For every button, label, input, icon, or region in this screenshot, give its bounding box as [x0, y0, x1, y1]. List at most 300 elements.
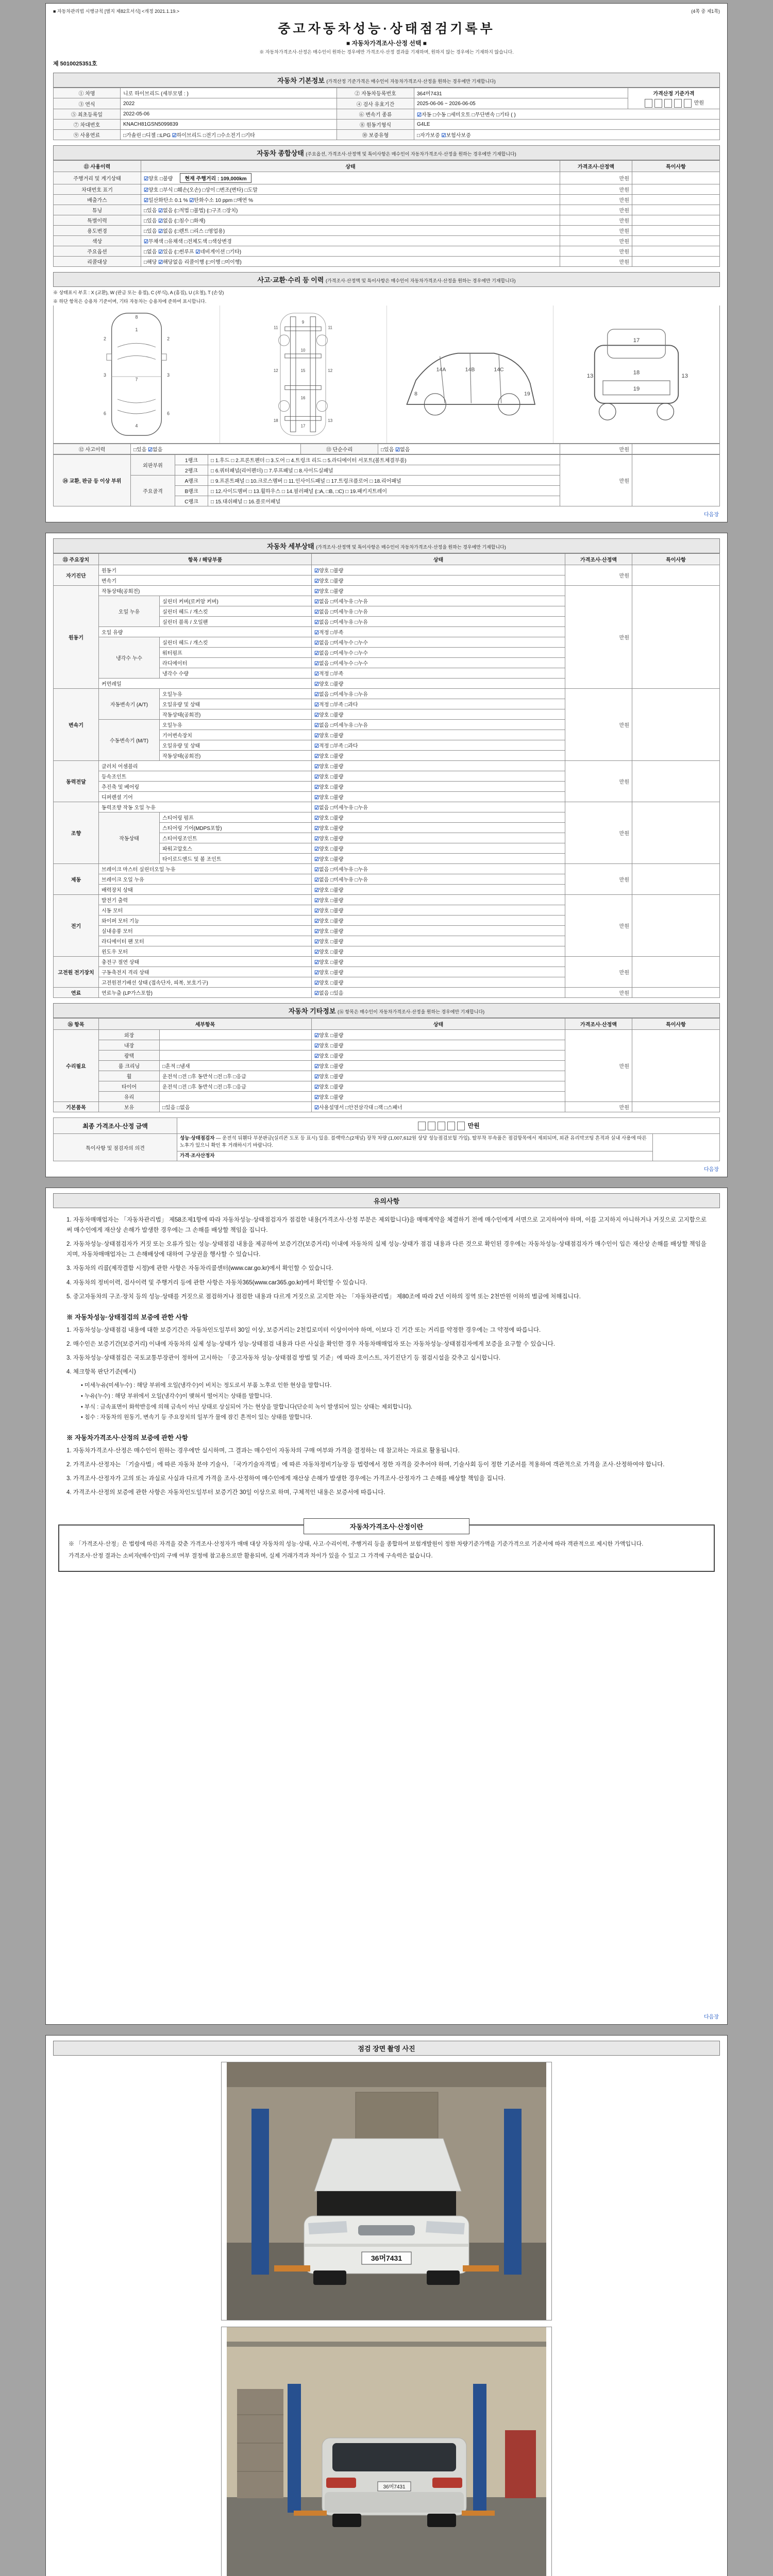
- panel-checkboxes: □ 12.사이드멤버 □ 13.휠하우스 □ 14.필러패널 (□A, □B, □C) □ 19.패키지트레이: [208, 485, 560, 496]
- item-label: 충전구 절연 상태: [99, 956, 312, 967]
- row-label: 차대번호 표기: [54, 184, 141, 194]
- state-checkboxes: ☑양호 □불량: [312, 781, 565, 791]
- price-cell: 만원: [565, 1029, 632, 1101]
- svg-text:11: 11: [328, 325, 333, 330]
- state-checkboxes: ☑양호 □불량: [312, 884, 565, 894]
- state-checkboxes: ☑양호 □불량: [312, 565, 565, 575]
- car-rear-frame-diagram: [553, 306, 719, 443]
- subgroup-label: 휠: [99, 1071, 160, 1081]
- state-checkboxes: □해당 ☑해당없음 리콜이행 (□이행 □미이행): [141, 256, 560, 266]
- overall-row: [54, 215, 720, 225]
- item-label: 기어변속장치: [160, 730, 312, 740]
- device-label: 자기진단: [54, 565, 99, 585]
- final-price-table: [53, 1117, 720, 1161]
- page-3: [45, 1188, 728, 2025]
- price-cell: 만원: [560, 215, 632, 225]
- final-amount-label: 최종 가격조사·산정 금액: [54, 1117, 177, 1133]
- item-label: 운전석 □전 □후 동반석 □전 □후 □응급: [160, 1071, 312, 1081]
- item-label: 와이퍼 모터 기능: [99, 915, 312, 925]
- svg-text:14C: 14C: [493, 366, 504, 373]
- svg-text:12: 12: [274, 368, 279, 373]
- accident-history-value: □있음 ☑없음: [131, 444, 301, 454]
- state-checkboxes: ☑적정 □부족: [312, 626, 565, 637]
- panel-checkboxes: □ 6.쿼터패널(리어펜더) □ 7.루프패널 □ 8.사이드실패널: [208, 465, 560, 475]
- item-label: 윈도우 모터: [99, 946, 312, 956]
- svg-text:6: 6: [167, 411, 170, 416]
- panel-checkboxes: □ 15.대쉬패널 □ 16.플로어패널: [208, 496, 560, 506]
- subgroup-label: 룸 크리닝: [99, 1060, 160, 1071]
- exchange-table-body: [54, 454, 720, 506]
- item-label: 실린더 헤드 / 개스킷: [160, 606, 312, 616]
- mileage-box: 현재 주행거리 : 109,000km: [180, 173, 251, 183]
- note-cell: [632, 205, 720, 215]
- state-checkboxes: ☑양호 □불량: [312, 709, 565, 719]
- car-underbody-diagram: [220, 306, 386, 443]
- state-checkboxes: ☑양호 □불량: [312, 1029, 565, 1040]
- state-checkboxes: □있음 ☑없음 (□렌트 □리스 □영업용): [141, 225, 560, 235]
- car-side-frame-diagram: [387, 306, 553, 443]
- row-label: 색상: [54, 235, 141, 246]
- state-checkboxes: ☑양호 □불량: [312, 833, 565, 843]
- detail-table-body: [54, 565, 720, 997]
- note-cell: [632, 246, 720, 256]
- exchange-label: ⑭ 교환, 판금 등 이상 부위: [54, 454, 131, 506]
- notice-item: • 누유(누수) : 해당 부위에서 오일(냉각수)이 맺혀서 떨어지는 상태를 말합니다.: [81, 1393, 272, 1399]
- part-label: 주요골격: [131, 475, 175, 506]
- overall-head-use: ⑪ 사용이력: [54, 160, 141, 172]
- item-label: 타이로드엔드 및 볼 조인트: [160, 853, 312, 863]
- svg-text:9: 9: [302, 319, 305, 325]
- item-label: [160, 1029, 312, 1040]
- overall-row: [54, 256, 720, 266]
- photos-section-title: 점검 장면 촬영 사진: [53, 2041, 720, 2056]
- etc-head-note: 특이사항: [632, 1018, 720, 1029]
- item-label: 오일누유: [160, 688, 312, 699]
- price-cell: 만원: [565, 956, 632, 987]
- state-checkboxes: ☑없음 □미세누수 □누수: [312, 647, 565, 657]
- form-ref: ■ 자동차관리법 시행규칙 [별지 제82호서식] <개정 2021.1.19.>: [53, 9, 179, 14]
- item-label: 브레이크 오일 누유: [99, 874, 312, 884]
- overall-table: [53, 160, 720, 267]
- page-marker: (4쪽 중 제1쪽): [691, 9, 720, 14]
- reg-no-label: ② 자동차등록번호: [337, 88, 414, 98]
- item-label: 브레이크 마스터 실린더오일 누유: [99, 863, 312, 874]
- etc-head-item: 세부항목: [99, 1018, 312, 1029]
- state-checkboxes: ☑없음 □미세누유 □누유: [312, 719, 565, 730]
- svg-text:11: 11: [274, 325, 278, 330]
- state-checkboxes: ☑양호 □불량: [312, 1050, 565, 1060]
- price-cell: 만원: [565, 987, 632, 997]
- svg-text:14A: 14A: [436, 366, 446, 373]
- device-row: [54, 802, 720, 812]
- item-label: 워터펌프: [160, 647, 312, 657]
- state-checkboxes: ☑없음 □미세누유 □누유: [312, 874, 565, 884]
- state-checkboxes: ☑양호 □불량: [312, 750, 565, 760]
- state-checkboxes: ☑양호 □불량: [312, 812, 565, 822]
- item-label: 작동상태(공회전): [160, 709, 312, 719]
- note-cell: [632, 225, 720, 235]
- transmission-label: ⑥ 변속기 종류: [337, 109, 414, 119]
- subgroup-label: 내장: [99, 1040, 160, 1050]
- svg-text:3: 3: [104, 372, 107, 378]
- device-label: 조향: [54, 802, 99, 863]
- notice-item: • 침수 : 자동차의 원동기, 변속기 등 주요장치의 일부가 물에 잠긴 흔적이 있는 상태를 말합니다.: [81, 1414, 312, 1421]
- rank-label: 2랭크: [175, 465, 208, 475]
- state-checkboxes: ☑일산화탄소 0.1 % ☑탄화수소 10 ppm □매연 %: [141, 194, 560, 205]
- opinion-note-cell: [653, 1134, 720, 1161]
- notice-heading: ※ 자동차가격조사·산정의 보증에 관한 사항: [66, 1434, 188, 1442]
- detail-head-item: 항목 / 해당부품: [99, 553, 312, 565]
- notices-section-title: 유의사항: [53, 1193, 720, 1208]
- state-checkboxes: ☑양호 □불량: [312, 1071, 565, 1081]
- state-checkboxes: ☑양호 □불량: [312, 843, 565, 853]
- item-label: 작동상태(공회전): [99, 585, 312, 596]
- rank-label: C랭크: [175, 496, 208, 506]
- car-top-view-diagram: [54, 306, 220, 443]
- device-row: [54, 1101, 720, 1112]
- accident-history-table: [53, 444, 720, 454]
- car-diagrams: [53, 306, 720, 444]
- accident-note-cell: [632, 444, 720, 454]
- vin-value: KNACH81GSN5099839: [121, 119, 337, 129]
- accident-legend-1: ※ 상태표시 부호 : X (교환), W (판금 또는 용접), C (부식), A (흠집), U (요철), T (손상): [53, 290, 224, 295]
- state-checkboxes: ☑양호 □불량: [312, 946, 565, 956]
- item-label: 등속조인트: [99, 771, 312, 781]
- etc-section-title: 자동차 기타정보 (⑯ 항목은 매수인이 자동차가격조사·산정을 원하는 경우에만 기재합니다): [53, 1003, 720, 1018]
- state-checkboxes: ☑양호 □불량: [312, 956, 565, 967]
- state-checkboxes: ☑양호 □불량: [312, 791, 565, 802]
- note-cell: [632, 215, 720, 225]
- item-label: [160, 1040, 312, 1050]
- inspection-label: ④ 검사 유효기간: [337, 98, 414, 109]
- svg-text:4: 4: [135, 423, 138, 429]
- page-4: [45, 2035, 728, 2576]
- notice-item: 3. 자동차성능·상태점검은 국토교통부장관이 정하여 고시하는 「중고자동차 성능·상태점검 방법 및 기준」에 따라 호이스트, 자기진단기 등 점검시설을 갖추고 실시합니다.: [66, 1355, 501, 1362]
- detail-head-price: 가격조사·산정액: [565, 553, 632, 565]
- inspection-photo-rear[interactable]: [221, 2327, 552, 2576]
- price-definition-text-2: 가격조사·산정 결과는 소비자(매수인)의 구매 여부 결정에 참고용으로만 활용되며, 실제 거래가격과 차이가 있을 수 있고 그 가격에 구속력은 없습니다.: [69, 1553, 433, 1560]
- note-cell: [632, 987, 720, 997]
- state-checkboxes: ☑양호 □불량: [312, 575, 565, 585]
- state-checkboxes: □있음 ☑없음 (□적법 □불법) (□구조 □장치): [141, 205, 560, 215]
- doc-title: 중고자동차성능·상태점검기록부: [278, 22, 495, 36]
- subgroup-label: 작동상태: [99, 812, 160, 863]
- state-checkboxes: ☑무채색 □유채색 □전체도색 □색상변경: [141, 235, 560, 246]
- state-checkboxes: ☑적정 □부족 □과다: [312, 699, 565, 709]
- state-checkboxes: ☑적정 □부족 □과다: [312, 740, 565, 750]
- device-row: [54, 987, 720, 997]
- price-cell: 만원: [565, 688, 632, 760]
- notice-item: 3. 자동차의 리콜(제작결함 시정)에 관한 사항은 자동차리콜센터(www.car.go.kr)에서 확인할 수 있습니다.: [66, 1265, 333, 1272]
- state-checkboxes: ☑양호 □불량: [312, 915, 565, 925]
- device-label: 고전원 전기장치: [54, 956, 99, 987]
- next-page-link[interactable]: 다음장: [704, 2014, 719, 2020]
- note-cell: [632, 894, 720, 956]
- state-checkboxes: ☑없음 □있음: [312, 987, 565, 997]
- row-label: 튜닝: [54, 205, 141, 215]
- panel-checkboxes: □ 9.프론트패널 □ 10.크로스멤버 □ 11.인사이드패널 □ 17.트렁크플로어 □ 18.리어패널: [208, 475, 560, 485]
- notice-item: 1. 자동차가격조사·산정은 매수인이 원하는 경우에만 실시하며, 그 결과는 매수인이 자동차의 구매 여부와 가격을 결정하는 데 참고하는 자료로 활용됩니다.: [66, 1448, 460, 1454]
- notice-heading: ※ 자동차성능·상태점검의 보증에 관한 사항: [66, 1313, 188, 1321]
- note-cell: [632, 956, 720, 987]
- item-label: 커먼레일: [99, 678, 312, 688]
- price-cell: 만원: [560, 194, 632, 205]
- overall-row: [54, 246, 720, 256]
- price-cell: 만원: [560, 184, 632, 194]
- svg-text:17: 17: [633, 337, 640, 344]
- note-cell: [632, 1029, 720, 1101]
- device-row: [54, 1029, 720, 1040]
- subgroup-label: 보유: [99, 1101, 160, 1112]
- etc-table-body: [54, 1029, 720, 1112]
- item-label: [160, 1050, 312, 1060]
- final-amount-value: 만원: [177, 1117, 720, 1133]
- svg-text:2: 2: [167, 336, 170, 342]
- svg-text:17: 17: [300, 423, 306, 429]
- device-label: 연료: [54, 987, 99, 997]
- overall-row: [54, 194, 720, 205]
- subgroup-label: 타이어: [99, 1081, 160, 1091]
- etc-head-state: 상태: [312, 1018, 565, 1029]
- price-definition-box: [58, 1524, 715, 1572]
- price-cell: 만원: [565, 760, 632, 802]
- inspection-value: 2025-06-06 ~ 2026-06-05: [414, 98, 628, 109]
- device-label: 변속기: [54, 688, 99, 760]
- device-row: [54, 863, 720, 874]
- state-checkboxes: ☑양호 □불량: [312, 905, 565, 915]
- device-row: [54, 894, 720, 905]
- state-checkboxes: ☑양호 □불량: [312, 936, 565, 946]
- price-cell: 만원: [560, 454, 632, 506]
- item-label: 구동축전지 격리 상태: [99, 967, 312, 977]
- state-checkboxes: ☑양호 □불량: [312, 585, 565, 596]
- item-label: □흔적 □냄새: [160, 1060, 312, 1071]
- inspector-opinion: 성능·상태점검자 — 운전석 뒤휀다 부분판금(실리콘 도포 등 표시) 있음. 블랙박스(2채널) 장착 차량 (1,007,612원 상당 성능점검보험 가입). 탈부착 부속품은 점검항목에서 제외되며, 외관 유리막코팅 흔적과 실내 사용에 따른 노후가 있으니 확인 후 거래하시기 바랍니다.: [177, 1134, 653, 1151]
- price-cell: 만원: [565, 565, 632, 585]
- row-label: 주요옵션: [54, 246, 141, 256]
- note-cell: [632, 688, 720, 760]
- transmission-value: ☑자동 □수동 □세미오토 □무단변속 □기타 ( ): [414, 109, 720, 119]
- notice-item: 2. 매수인은 보증기간(보증거리) 이내에 자동차의 실제 성능·상태가 성능·상태점검 내용과 다른 사실을 확인한 경우 자동차매매업자 또는 자동차성능·상태점검자에게 보증을 요구할 수 있습니다.: [66, 1341, 556, 1347]
- notice-item: 1. 자동차매매업자는 「자동차관리법」 제58조제1항에 따라 자동차성능·상태점검자가 점검한 내용(가격조사·산정 부분은 제외합니다)을 매매계약을 체결하기 전에 매수인에게 서면으로 고지하여야 하며, 이를 고지하지 아니하거나 거짓으로 고지함으로써 매수인에게 재산상 손해가 발생한 경우에는 그 손해를 배상할 책임을 집니다.: [66, 1216, 707, 1234]
- row-label: 리콜대상: [54, 256, 141, 266]
- basic-section-title: 자동차 기본정보 (가격산정 기준가격은 매수인이 자동차가격조사·산정을 원하는 경우에만 기재합니다): [53, 73, 720, 88]
- item-label: 고전원전기배선 상태 (접속단자, 피복, 보호기구): [99, 977, 312, 987]
- svg-text:19: 19: [633, 385, 640, 392]
- svg-text:14B: 14B: [465, 366, 475, 373]
- state-checkboxes: ☑양호 □불량: [312, 760, 565, 771]
- device-row: [54, 585, 720, 596]
- first-reg-label: ⑤ 최초등록일: [54, 109, 121, 119]
- overall-head-note: 특이사항: [632, 160, 720, 172]
- page-1: [45, 3, 728, 522]
- svg-text:10: 10: [300, 348, 306, 353]
- svg-text:3: 3: [167, 372, 170, 378]
- subgroup-label: 유리: [99, 1091, 160, 1101]
- year-value: 2022: [121, 98, 337, 109]
- price-cell: 만원: [565, 802, 632, 863]
- item-label: 파워고압호스: [160, 843, 312, 853]
- price-cell: 만원: [565, 894, 632, 956]
- overall-row: [54, 235, 720, 246]
- state-checkboxes: ☑양호 □불량: [312, 977, 565, 987]
- price-cell: 만원: [560, 235, 632, 246]
- item-label: 스티어링조인트: [160, 833, 312, 843]
- note-cell: [632, 194, 720, 205]
- item-label: 실내송풍 모터: [99, 925, 312, 936]
- device-label: 수리필요: [54, 1029, 99, 1101]
- svg-text:16: 16: [300, 395, 306, 400]
- detail-head-state: 상태: [312, 553, 565, 565]
- subgroup-label: 외장: [99, 1029, 160, 1040]
- item-label: 오일 유량: [99, 626, 312, 637]
- state-checkboxes: ☑양호 □불량: [312, 1091, 565, 1101]
- state-checkboxes: ☑없음 □미세누유 □누유: [312, 802, 565, 812]
- state-checkboxes: ☑양호 □불량 현재 주행거리 : 109,000km: [141, 172, 560, 184]
- row-label: 용도변경: [54, 225, 141, 235]
- notice-item: 4. 체크항목 판단기준(예시): [66, 1369, 136, 1376]
- detail-head-note: 특이사항: [632, 553, 720, 565]
- state-checkboxes: ☑양호 □불량: [312, 894, 565, 905]
- svg-text:1: 1: [135, 327, 138, 332]
- note-cell: [632, 760, 720, 802]
- item-label: 클러치 어셈블리: [99, 760, 312, 771]
- panel-checkboxes: □ 1.후드 □ 2.프론트펜더 □ 3.도어 □ 4.트렁크 리드 □ 5.라디에이터 서포트(볼트체결부품): [208, 454, 560, 465]
- engine-value: G4LE: [414, 119, 720, 129]
- svg-text:13: 13: [328, 418, 333, 423]
- note-cell: [632, 1101, 720, 1112]
- item-label: 변속기: [99, 575, 312, 585]
- notice-item: 2. 가격조사·산정자는 「기술사법」에 따른 자동차 분야 기술사, 「국가기술자격법」에 따른 자동차정비기능장 등 법령에서 정한 자격을 갖추어야 하며, 기술사회 등이 정한 기준서를 적용하여 객관적으로 가격을 조사·산정하여야 합니다.: [66, 1462, 665, 1468]
- part-label: 외판부위: [131, 454, 175, 475]
- accident-history-label: ⑫ 사고이력: [54, 444, 131, 454]
- state-checkboxes: ☑없음 □미세누수 □누수: [312, 657, 565, 668]
- state-checkboxes: ☑없음 □미세누유 □누유: [312, 606, 565, 616]
- note-cell: [632, 863, 720, 894]
- notices-body: [53, 1208, 720, 1507]
- note-cell: [632, 454, 720, 506]
- row-label: 배출가스: [54, 194, 141, 205]
- item-label: 디퍼렌셜 기어: [99, 791, 312, 802]
- exchange-row: [54, 454, 720, 465]
- state-checkboxes: ☑양호 □불량: [312, 1060, 565, 1071]
- license-plate-rear: 36머7431: [383, 2484, 406, 2490]
- note-cell: [632, 585, 720, 688]
- item-label: 오일유량 및 상태: [160, 699, 312, 709]
- simple-repair-value: □있음 ☑없음: [378, 444, 560, 454]
- item-label: 실린더 헤드 / 개스킷: [160, 637, 312, 647]
- subgroup-label: 자동변속기 (A/T): [99, 688, 160, 719]
- svg-text:6: 6: [104, 411, 107, 416]
- price-cell: 만원: [560, 225, 632, 235]
- etc-table: [53, 1018, 720, 1112]
- state-checkboxes: ☑양호 □불량: [312, 1081, 565, 1091]
- state-checkboxes: ☑사용설명서 □안전삼각대 □잭 □스패너: [312, 1101, 565, 1112]
- item-label: 배력장치 상태: [99, 884, 312, 894]
- exchange-table: [53, 454, 720, 506]
- car-name-label: ① 차명: [54, 88, 121, 98]
- appraiser-opinion: 가격·조사산정자: [177, 1151, 653, 1161]
- svg-text:15: 15: [300, 368, 306, 373]
- engine-label: ⑧ 원동기형식: [337, 119, 414, 129]
- price-cell: 만원: [560, 205, 632, 215]
- item-label: 실린더 커버(로커암 커버): [160, 596, 312, 606]
- device-label: 전기: [54, 894, 99, 956]
- overall-head-state: 상태: [141, 160, 560, 172]
- notice-item: 1. 자동차성능·상태점검 내용에 대한 보증기간은 자동차인도일부터 30일 이상, 보증거리는 2천킬로미터 이상이어야 하며, 이보다 긴 기간 또는 거리를 약정한 경우에는 그 약정에 따릅니다.: [66, 1327, 541, 1333]
- state-checkboxes: ☑적정 □부족: [312, 668, 565, 678]
- device-row: [54, 688, 720, 699]
- warranty-value: □자가보증 ☑보험사보증: [414, 129, 720, 140]
- item-label: 작동상태(공회전): [160, 750, 312, 760]
- state-checkboxes: ☑없음 □미세누유 □누유: [312, 863, 565, 874]
- notice-item: • 미세누유(미세누수) : 해당 부위에 오일(냉각수)이 비치는 정도로서 부품 노후로 인한 현상을 말합니다.: [81, 1382, 332, 1389]
- accident-section-title: 사고·교환·수리 등 이력 (가격조사·산정액 및 특이사항은 매수인이 자동차가격조사·산정을 원하는 경우에만 기재합니다): [53, 272, 720, 287]
- rank-label: B랭크: [175, 485, 208, 496]
- warranty-label: ⑩ 보증유형: [337, 129, 414, 140]
- notice-item: 2. 자동차성능·상태점검자가 거짓 또는 오류가 있는 성능·상태점검 내용을 제공하여 보증기간(보증거리) 이내에 자동차의 실제 성능·상태가 점검 내용과 다른 것으로 확인된 경우에는 자동차성능·상태점검자가 매수인이 입은 재산상 손해를 배상할 책임을 지며, 자동차매매업자는 그 손해배상에 대하여 구상권을 행사할 수 있습니다.: [66, 1241, 707, 1258]
- item-label: [160, 1091, 312, 1101]
- overall-row: [54, 205, 720, 215]
- accident-price-cell: 만원: [560, 444, 632, 454]
- base-price-box: 가격산정 기준가격 만원: [628, 88, 720, 109]
- state-checkboxes: ☑양호 □불량: [312, 771, 565, 781]
- note-cell: [632, 802, 720, 863]
- price-cell: 만원: [565, 863, 632, 894]
- svg-text:8: 8: [135, 314, 138, 320]
- rank-label: 1랭크: [175, 454, 208, 465]
- item-label: 시동 모터: [99, 905, 312, 915]
- item-label: 운전석 □전 □후 동반석 □전 □후 □응급: [160, 1081, 312, 1091]
- state-checkboxes: ☑없음 □미세누유 □누유: [312, 596, 565, 606]
- price-cell: 만원: [565, 585, 632, 688]
- svg-text:12: 12: [328, 368, 333, 373]
- notice-item: 3. 가격조사·산정자가 고의 또는 과실로 사실과 다르게 가격을 조사·산정하여 매수인에게 재산상 손해가 발생한 경우에는 가격조사·산정자가 그 손해를 배상할 책임을 집니다.: [66, 1476, 506, 1482]
- license-plate: 36머7431: [371, 2253, 402, 2262]
- item-label: 오일유량 및 상태: [160, 740, 312, 750]
- device-label: 동력전달: [54, 760, 99, 802]
- device-label: 원동기: [54, 585, 99, 688]
- device-row: [54, 760, 720, 771]
- note-cell: [632, 235, 720, 246]
- next-page-link[interactable]: 다음장: [704, 1166, 719, 1173]
- note-cell: [632, 256, 720, 266]
- notice-item: 5. 중고자동차의 구조·장치 등의 성능·상태를 거짓으로 점검하거나 점검한 내용과 다르게 거짓으로 고지한 자는 「자동차관리법」 제80조에 따라 2년 이하의 징역 또는 2천만원 이하의 벌금에 처해집니다.: [66, 1293, 581, 1300]
- svg-text:7: 7: [135, 377, 138, 382]
- state-checkboxes: ☑양호 □불량: [312, 822, 565, 833]
- state-checkboxes: ☑양호 □불량: [312, 730, 565, 740]
- item-label: 원동기: [99, 565, 312, 575]
- next-page-link[interactable]: 다음장: [704, 512, 719, 518]
- item-label: 라디에이터 팬 모터: [99, 936, 312, 946]
- item-label: 추진축 및 베어링: [99, 781, 312, 791]
- overall-head-price: 가격조사·산정액: [560, 160, 632, 172]
- item-label: 실린더 블록 / 오일팬: [160, 616, 312, 626]
- subgroup-label: 광택: [99, 1050, 160, 1060]
- device-row: [54, 565, 720, 575]
- overall-section-title: 자동차 종합상태 (주요옵션, 가격조사·산정액 및 특이사항은 매수인이 자동차가격조사·산정을 원하는 경우에만 기재합니다): [53, 145, 720, 160]
- overall-row: [54, 184, 720, 194]
- doc-subtitle: ■ 자동차가격조사·산정 선택 ■: [346, 40, 427, 47]
- device-row: [54, 956, 720, 967]
- svg-text:18: 18: [274, 418, 279, 423]
- state-checkboxes: ☑양호 □불량: [312, 967, 565, 977]
- item-label: 냉각수 수량: [160, 668, 312, 678]
- device-label: 기본품목: [54, 1101, 99, 1112]
- inspection-photo-front[interactable]: [221, 2062, 552, 2320]
- overall-row: [54, 172, 720, 184]
- etc-head-device: ⑯ 항목: [54, 1018, 99, 1029]
